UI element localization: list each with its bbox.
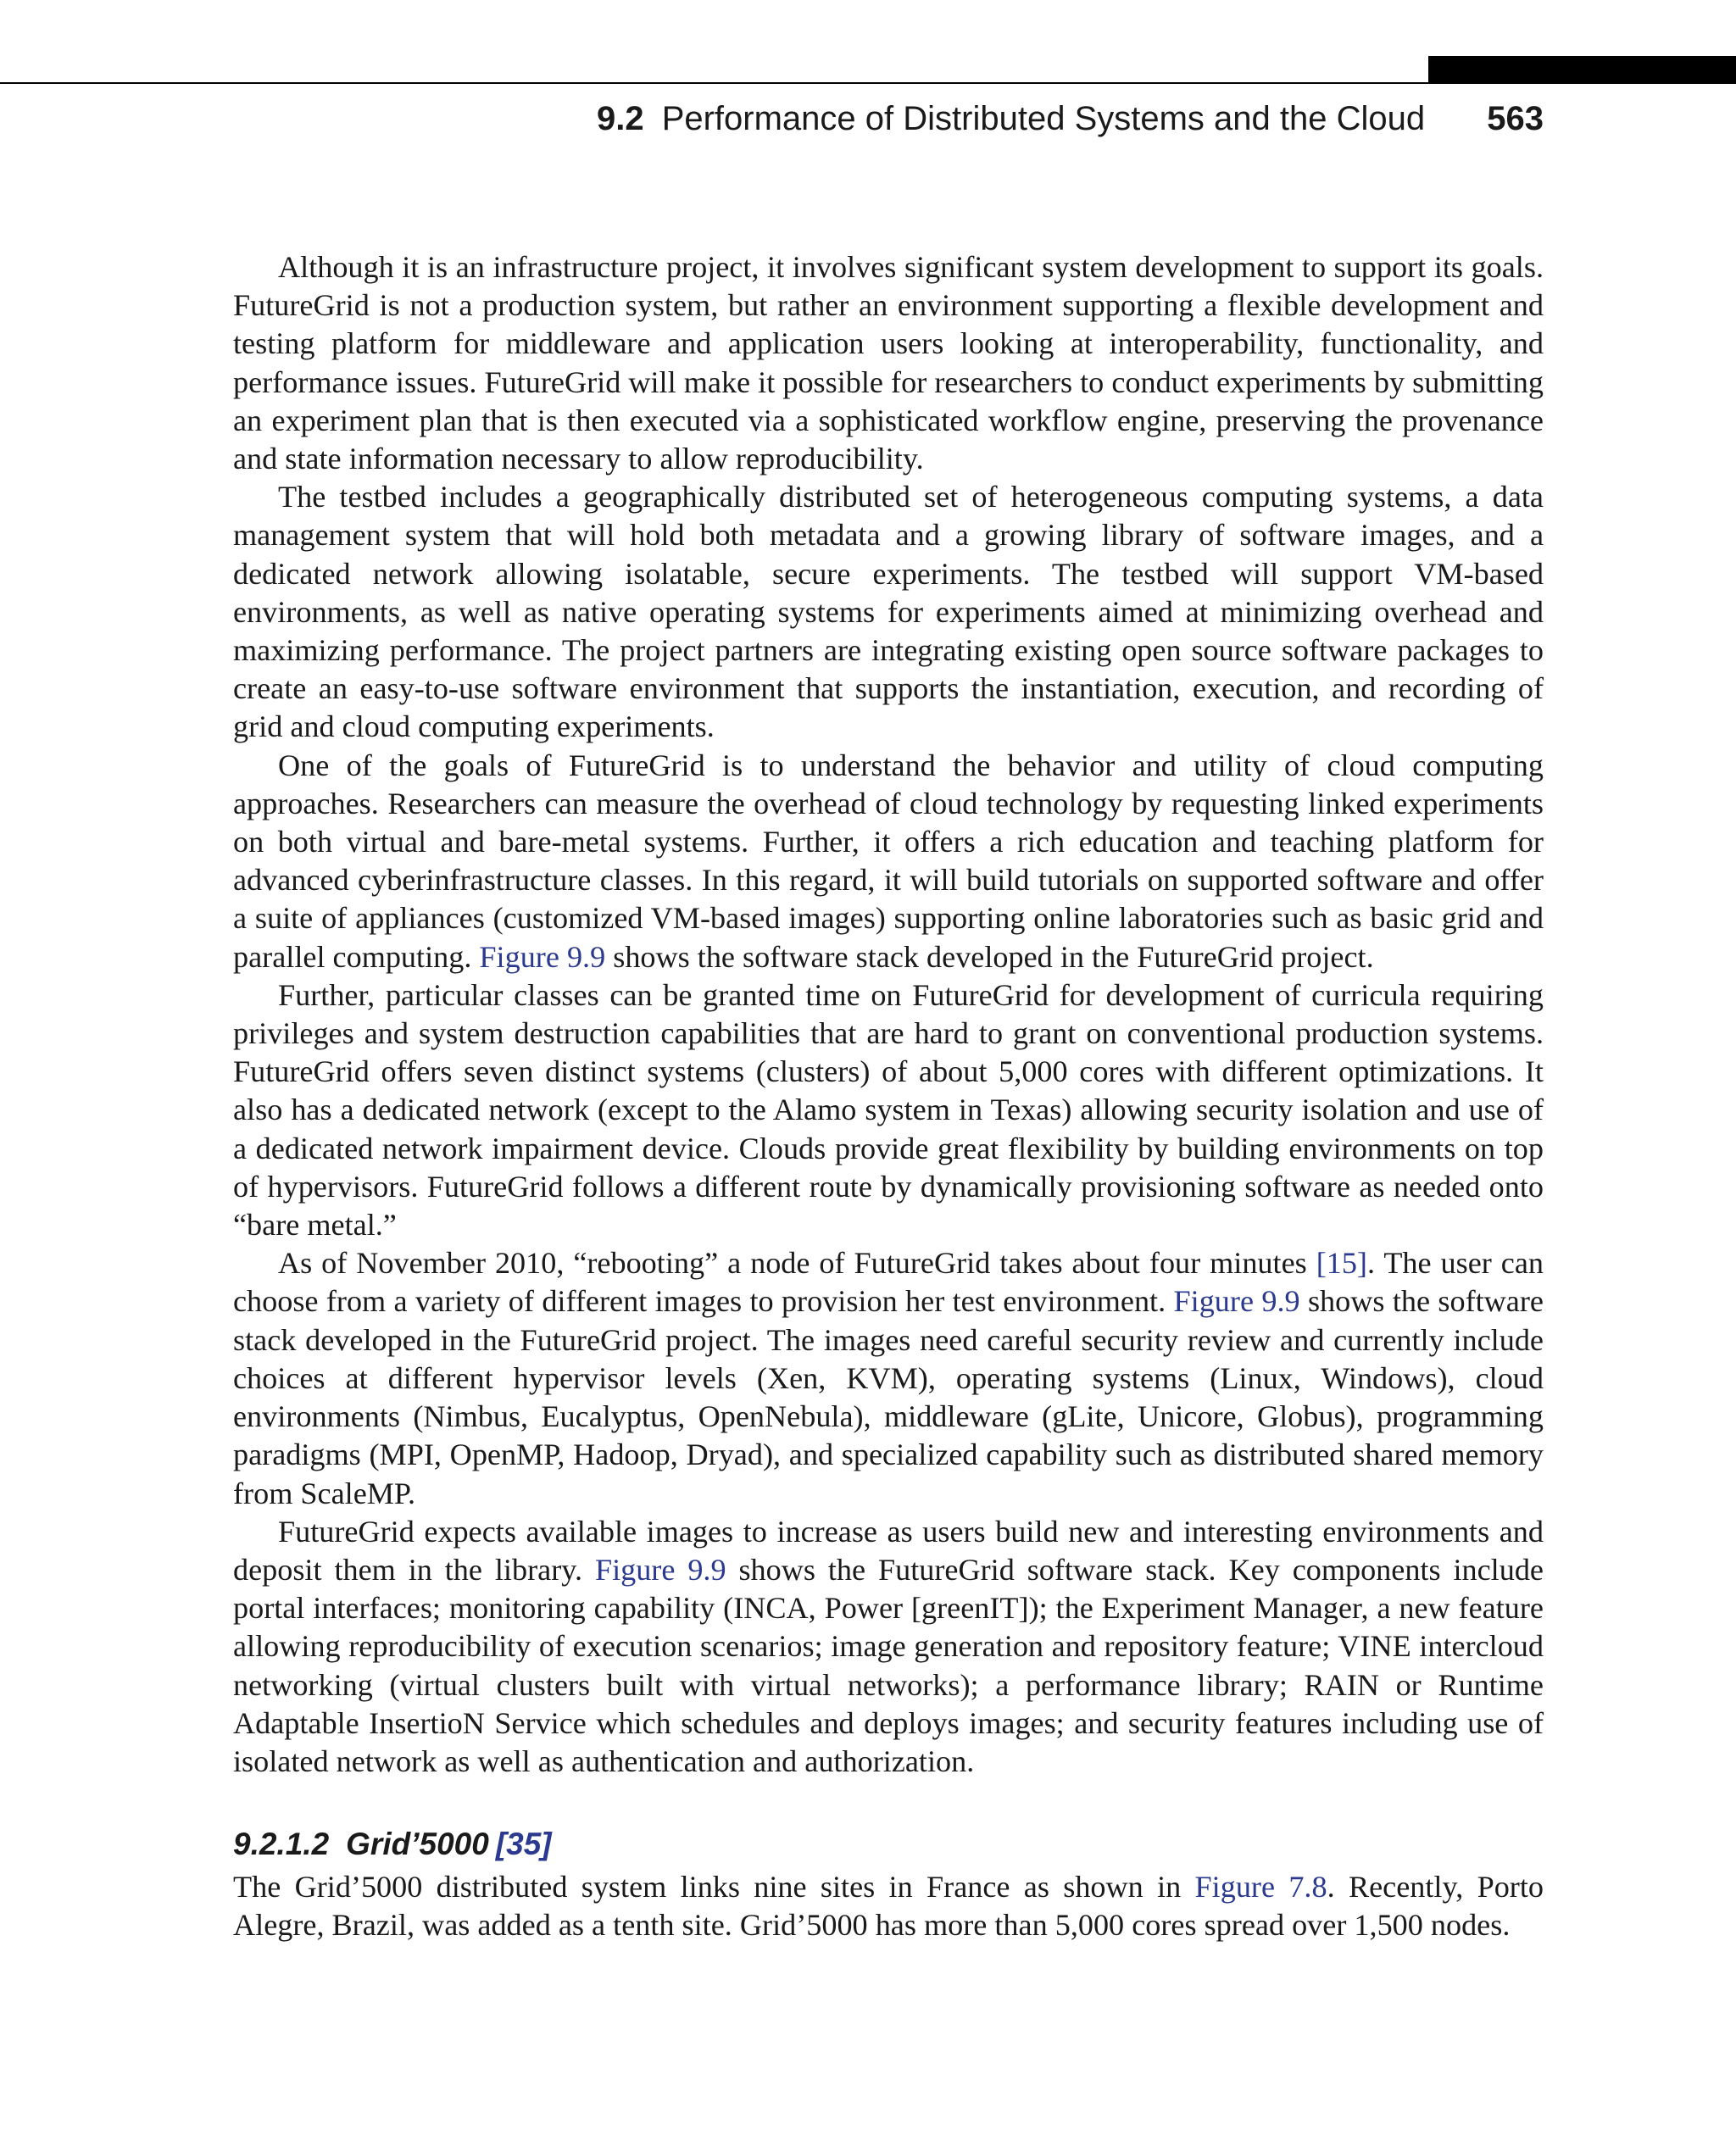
paragraph: The testbed includes a geographically distributed set of heterogeneous computing systems, a data management system that will hold both metadata and a growing library of software images, and a dedicated network allowing isolatable, secure experiments. The testbed will support VM-based environments, as well as native operating systems for experiments aimed at minimizing overhead and maximizing performance. The project partners are integrating existing open source software packages to create an easy-to-use software environment that supports the instantiation, execution, and recording of grid and cloud computing experiments.	[233, 480, 1544, 744]
paragraph-text: . Recently, Porto Alegre, Brazil, was added as a tenth site. Grid’5000 has more than 5,000 cores spread over 1,500 nodes.	[233, 1870, 1544, 1943]
paragraph-text: . The user can choose from a variety of different images to provision her test environment.	[233, 1246, 1544, 1319]
paragraph-text: shows the software stack developed in the FutureGrid project.	[605, 939, 1374, 974]
paragraph	[233, 1868, 1544, 1944]
page-number: 563	[1487, 100, 1544, 137]
subsection-title: Grid’5000	[346, 1827, 489, 1862]
subsection-heading	[233, 1824, 1544, 1865]
running-head-section-number: 9.2	[596, 100, 644, 137]
subsection-number: 9.2.1.2	[233, 1827, 330, 1862]
paragraph-text: The Grid’5000 distributed system links nine sites in France as shown in	[233, 1870, 1195, 1905]
paragraph	[233, 747, 1544, 976]
paragraph-text: As of November 2010, “rebooting” a node of FutureGrid takes about four minutes	[278, 1246, 1316, 1281]
header-tab-bar	[1428, 56, 1736, 84]
figure-link[interactable]: Figure 9.9	[1173, 1284, 1300, 1319]
paragraph: Further, particular classes can be granted time on FutureGrid for development of curricula requiring privileges and system destruction capabilities that are hard to grant on conventional production systems. FutureGrid offers seven distinct systems (clusters) of about 5,000 cores with different optimizations. It also has a dedicated network (except to the Alamo system in Texas) allowing security isolation and use of a dedicated network impairment device. Clouds provide great flexibility by building environments on top of hypervisors. FutureGrid follows a different route by dynamically provisioning software as needed onto “bare metal.”	[233, 977, 1544, 1243]
figure-link[interactable]: Figure 7.8	[1194, 1870, 1327, 1905]
citation-link[interactable]: [35]	[495, 1827, 552, 1862]
paragraph-text: FutureGrid expects available images to increase as users build new and interesting environments and deposit them in the library.	[233, 1514, 1544, 1587]
paragraph-text: shows the software stack developed in the FutureGrid project. The images need careful security review and currently include choices at different hypervisor levels (Xen, KVM), operating systems (Linux, Windows), cloud environments (Nimbus, Eucalyptus, OpenNebula), middleware (gLite, Unicore, Globus), programming paradigms (MPI, OpenMP, Hadoop, Dryad), and specialized capability such as distributed shared memory from ScaleMP.	[233, 1284, 1544, 1510]
paragraph	[233, 1244, 1544, 1512]
paragraph-text: One of the goals of FutureGrid is to understand the behavior and utility of cloud computing approaches. Researchers can measure the overhead of cloud technology by requesting linked experiments on both virtual and bare-metal systems. Further, it offers a rich education and teaching platform for advanced cyberinfrastructure classes. In this regard, it will build tutorials on supported software and offer a suite of appliances (customized VM-based images) supporting online laboratories such as basic grid and parallel computing.	[233, 748, 1544, 974]
paragraph: Although it is an infrastructure project, it involves significant system development to support its goals. FutureGrid is not a production system, but rather an environment supporting a flexible development and testing platform for middleware and application users looking at interoperability, functionality, and performance issues. FutureGrid will make it possible for researchers to conduct experiments by submitting an experiment plan that is then executed via a sophisticated workflow engine, preserving the provenance and state information necessary to allow reproducibility.	[233, 250, 1544, 476]
paragraph-text: shows the FutureGrid software stack. Key components include portal interfaces; monitoring capability (INCA, Power [greenIT]); the Experiment Manager, a new feature allowing reproducibility of execution scenarios; image generation and repository feature; VINE intercloud networking (virtual clusters built with virtual networks); a performance library; RAIN or Runtime Adaptable InsertioN Service which schedules and deploys images; and security features including use of isolated network as well as authentication and authorization.	[233, 1552, 1544, 1778]
figure-link[interactable]: Figure 9.9	[594, 1552, 726, 1587]
paragraph	[233, 1513, 1544, 1781]
figure-link[interactable]: Figure 9.9	[479, 939, 606, 974]
citation-link[interactable]: [15]	[1316, 1246, 1367, 1281]
body-text	[233, 248, 1544, 1945]
running-head	[597, 95, 1544, 142]
running-head-section-title: Performance of Distributed Systems and the Cloud	[661, 100, 1426, 137]
